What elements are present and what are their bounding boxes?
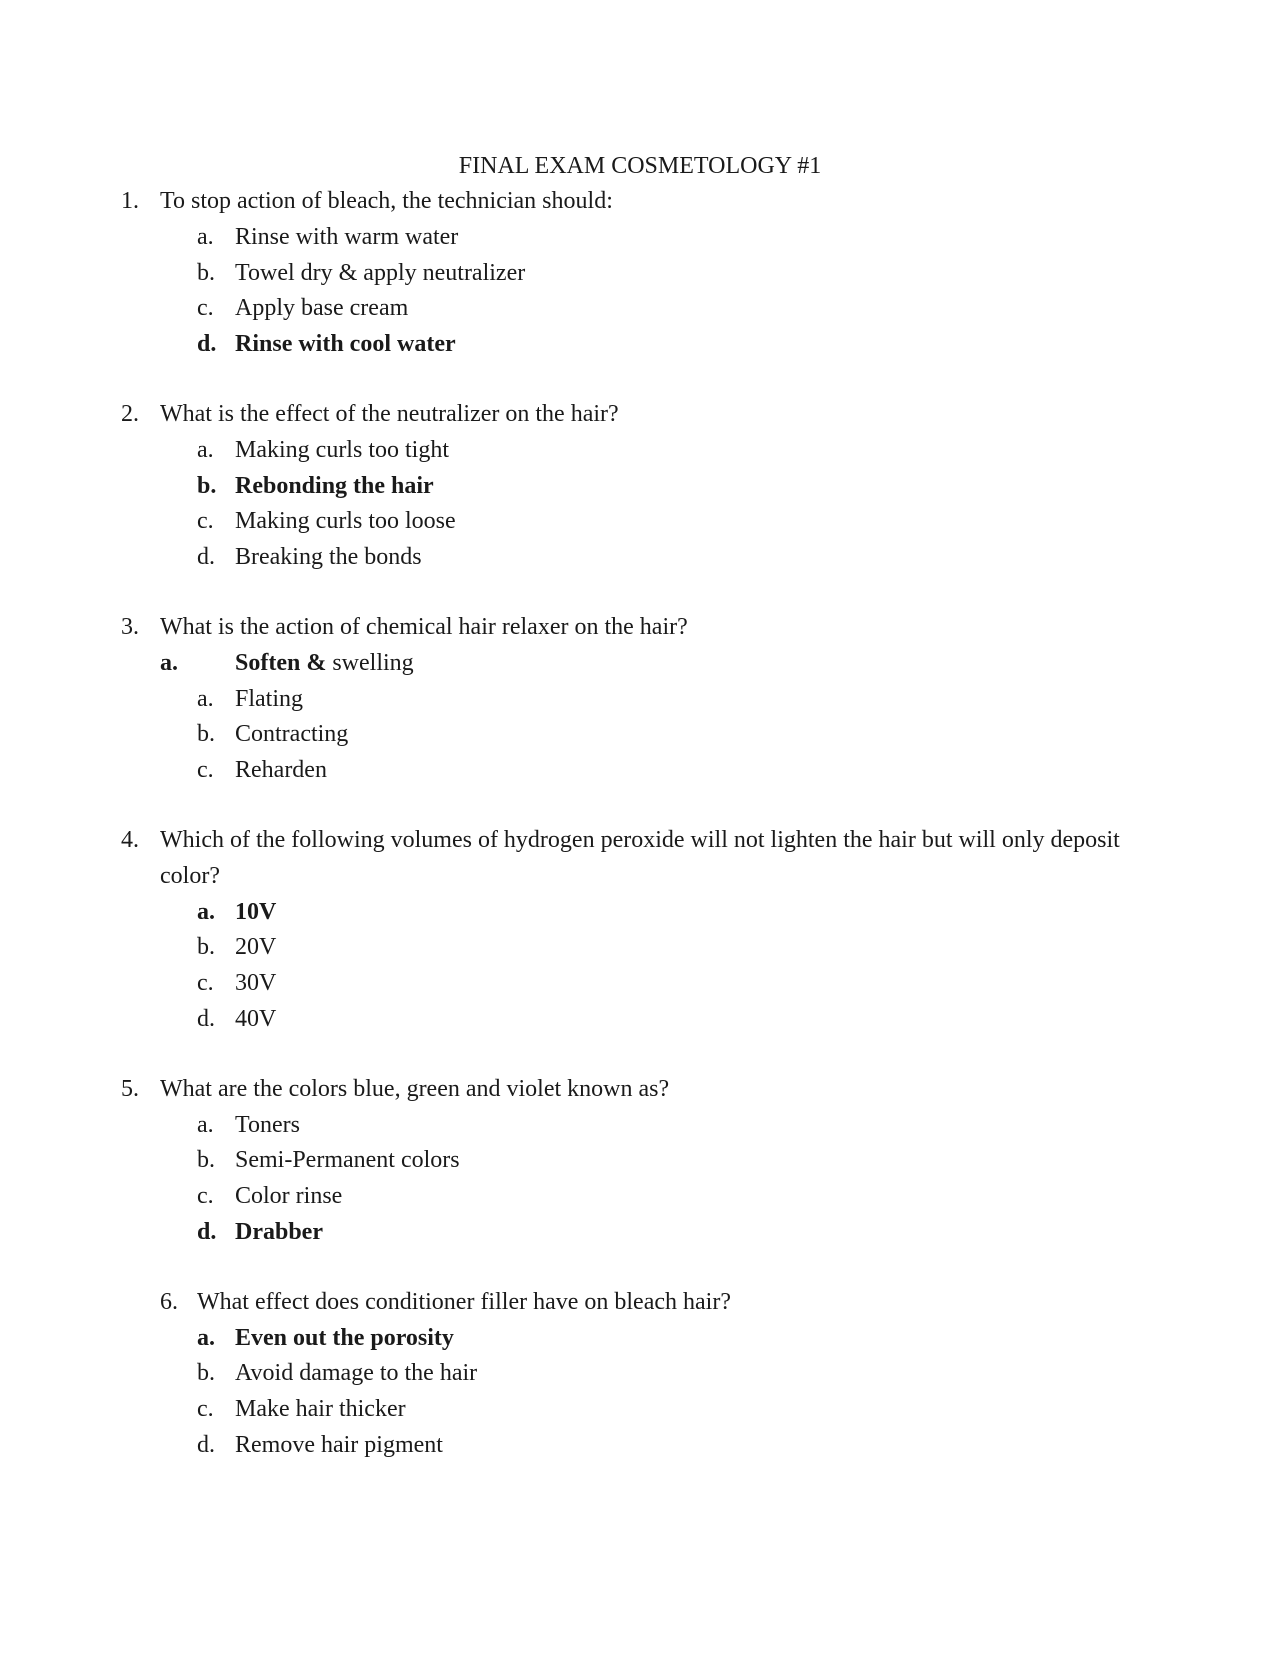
answer-option xyxy=(0,1392,1280,1428)
answer-option xyxy=(0,220,1280,256)
question-1 xyxy=(0,184,1280,363)
option-text: Making curls too loose xyxy=(235,508,456,535)
question-text: To stop action of bleach, the technician should: xyxy=(160,188,613,214)
question-text: What is the effect of the neutralizer on the hair? xyxy=(160,400,619,427)
question-text: What is the action of chemical hair relaxer on the hair? xyxy=(160,613,688,640)
option-text: 40V xyxy=(235,1005,277,1032)
question-5 xyxy=(0,1072,1280,1251)
option-letter: d. xyxy=(197,1005,215,1032)
option-text: Make hair thicker xyxy=(235,1396,406,1423)
option-letter: a. xyxy=(197,223,214,250)
option-letter: d. xyxy=(197,1431,215,1458)
question-number: 4. xyxy=(121,826,139,853)
option-letter: c. xyxy=(197,295,214,322)
question-number: 5. xyxy=(121,1075,139,1102)
option-text: Flating xyxy=(235,685,304,712)
correct-answer-option xyxy=(0,1215,1280,1251)
option-letter: d. xyxy=(197,544,215,571)
option-text: Rebonding the hair xyxy=(235,472,434,499)
question-3 xyxy=(0,610,1280,789)
correct-answer-option xyxy=(0,327,1280,363)
option-text: Rinse with warm water xyxy=(235,223,459,250)
question-number: 3. xyxy=(121,613,139,640)
option-text: 10V xyxy=(235,898,277,925)
option-letter: b. xyxy=(197,472,217,499)
question-number: 6. xyxy=(160,1288,178,1315)
option-text: Towel dry & apply neutralizer xyxy=(235,259,526,286)
answer-option xyxy=(0,930,1280,966)
option-letter: b. xyxy=(197,259,215,286)
option-letter: a. xyxy=(197,1324,215,1351)
option-letter: c. xyxy=(197,757,214,784)
option-text: Contracting xyxy=(235,721,349,748)
option-letter: a. xyxy=(160,649,178,676)
option-text xyxy=(235,646,414,682)
answer-option xyxy=(0,540,1280,576)
option-letter: a. xyxy=(197,685,214,712)
question-6 xyxy=(0,1285,1280,1464)
answer-option xyxy=(0,1179,1280,1215)
question-text: Which of the following volumes of hydrogen peroxide will not lighten the hair but will only deposit color? xyxy=(160,826,1120,889)
correct-answer-option xyxy=(0,646,1280,682)
answer-option xyxy=(0,1002,1280,1038)
answer-option xyxy=(0,433,1280,469)
option-letter: b. xyxy=(197,934,215,961)
answer-option xyxy=(0,717,1280,753)
correct-answer-option xyxy=(0,469,1280,505)
correct-answer-option xyxy=(0,1321,1280,1357)
answer-option xyxy=(0,1108,1280,1144)
option-text: Breaking the bonds xyxy=(235,544,422,571)
option-text: Apply base cream xyxy=(235,295,409,322)
option-letter: c. xyxy=(197,508,214,535)
option-text: Reharden xyxy=(235,757,327,784)
option-text-bold: Soften & xyxy=(235,649,327,676)
option-text: 20V xyxy=(235,934,277,961)
option-letter: c. xyxy=(197,1183,214,1210)
option-text: Drabber xyxy=(235,1218,323,1245)
option-text: Making curls too tight xyxy=(235,436,449,463)
option-text: Color rinse xyxy=(235,1183,343,1210)
option-letter: a. xyxy=(197,1111,214,1138)
answer-option xyxy=(0,682,1280,718)
option-letter: c. xyxy=(197,1396,214,1423)
question-number: 2. xyxy=(121,400,139,427)
option-text: Rinse with cool water xyxy=(235,331,456,358)
option-text: Even out the porosity xyxy=(235,1324,454,1351)
answer-option xyxy=(0,1428,1280,1464)
answer-option xyxy=(0,966,1280,1002)
option-letter: a. xyxy=(197,436,214,463)
page-title: FINAL EXAM COSMETOLOGY #1 xyxy=(458,153,822,179)
answer-option xyxy=(0,1356,1280,1392)
option-letter: c. xyxy=(197,970,214,997)
option-text: 30V xyxy=(235,970,277,997)
option-letter: a. xyxy=(197,898,215,925)
correct-answer-option xyxy=(0,895,1280,931)
answer-option xyxy=(0,291,1280,327)
option-text-rest: swelling xyxy=(326,649,414,676)
question-number: 1. xyxy=(121,188,139,214)
option-text: Toners xyxy=(235,1111,300,1138)
answer-option xyxy=(0,753,1280,789)
option-letter: b. xyxy=(197,1147,215,1174)
question-text: What are the colors blue, green and violet known as? xyxy=(160,1075,670,1102)
option-text: Remove hair pigment xyxy=(235,1431,443,1458)
option-letter: d. xyxy=(197,1218,217,1245)
option-letter: b. xyxy=(197,1360,215,1387)
question-2 xyxy=(0,397,1280,576)
option-text: Semi-Permanent colors xyxy=(235,1147,460,1174)
option-letter: b. xyxy=(197,721,215,748)
option-letter: d. xyxy=(197,331,217,358)
question-4 xyxy=(0,823,1280,1038)
answer-option xyxy=(0,1143,1280,1179)
question-text: What effect does conditioner filler have on bleach hair? xyxy=(197,1288,731,1315)
answer-option xyxy=(0,256,1280,292)
question-list xyxy=(0,184,1280,1498)
option-text: Avoid damage to the hair xyxy=(235,1360,478,1387)
answer-option xyxy=(0,504,1280,540)
